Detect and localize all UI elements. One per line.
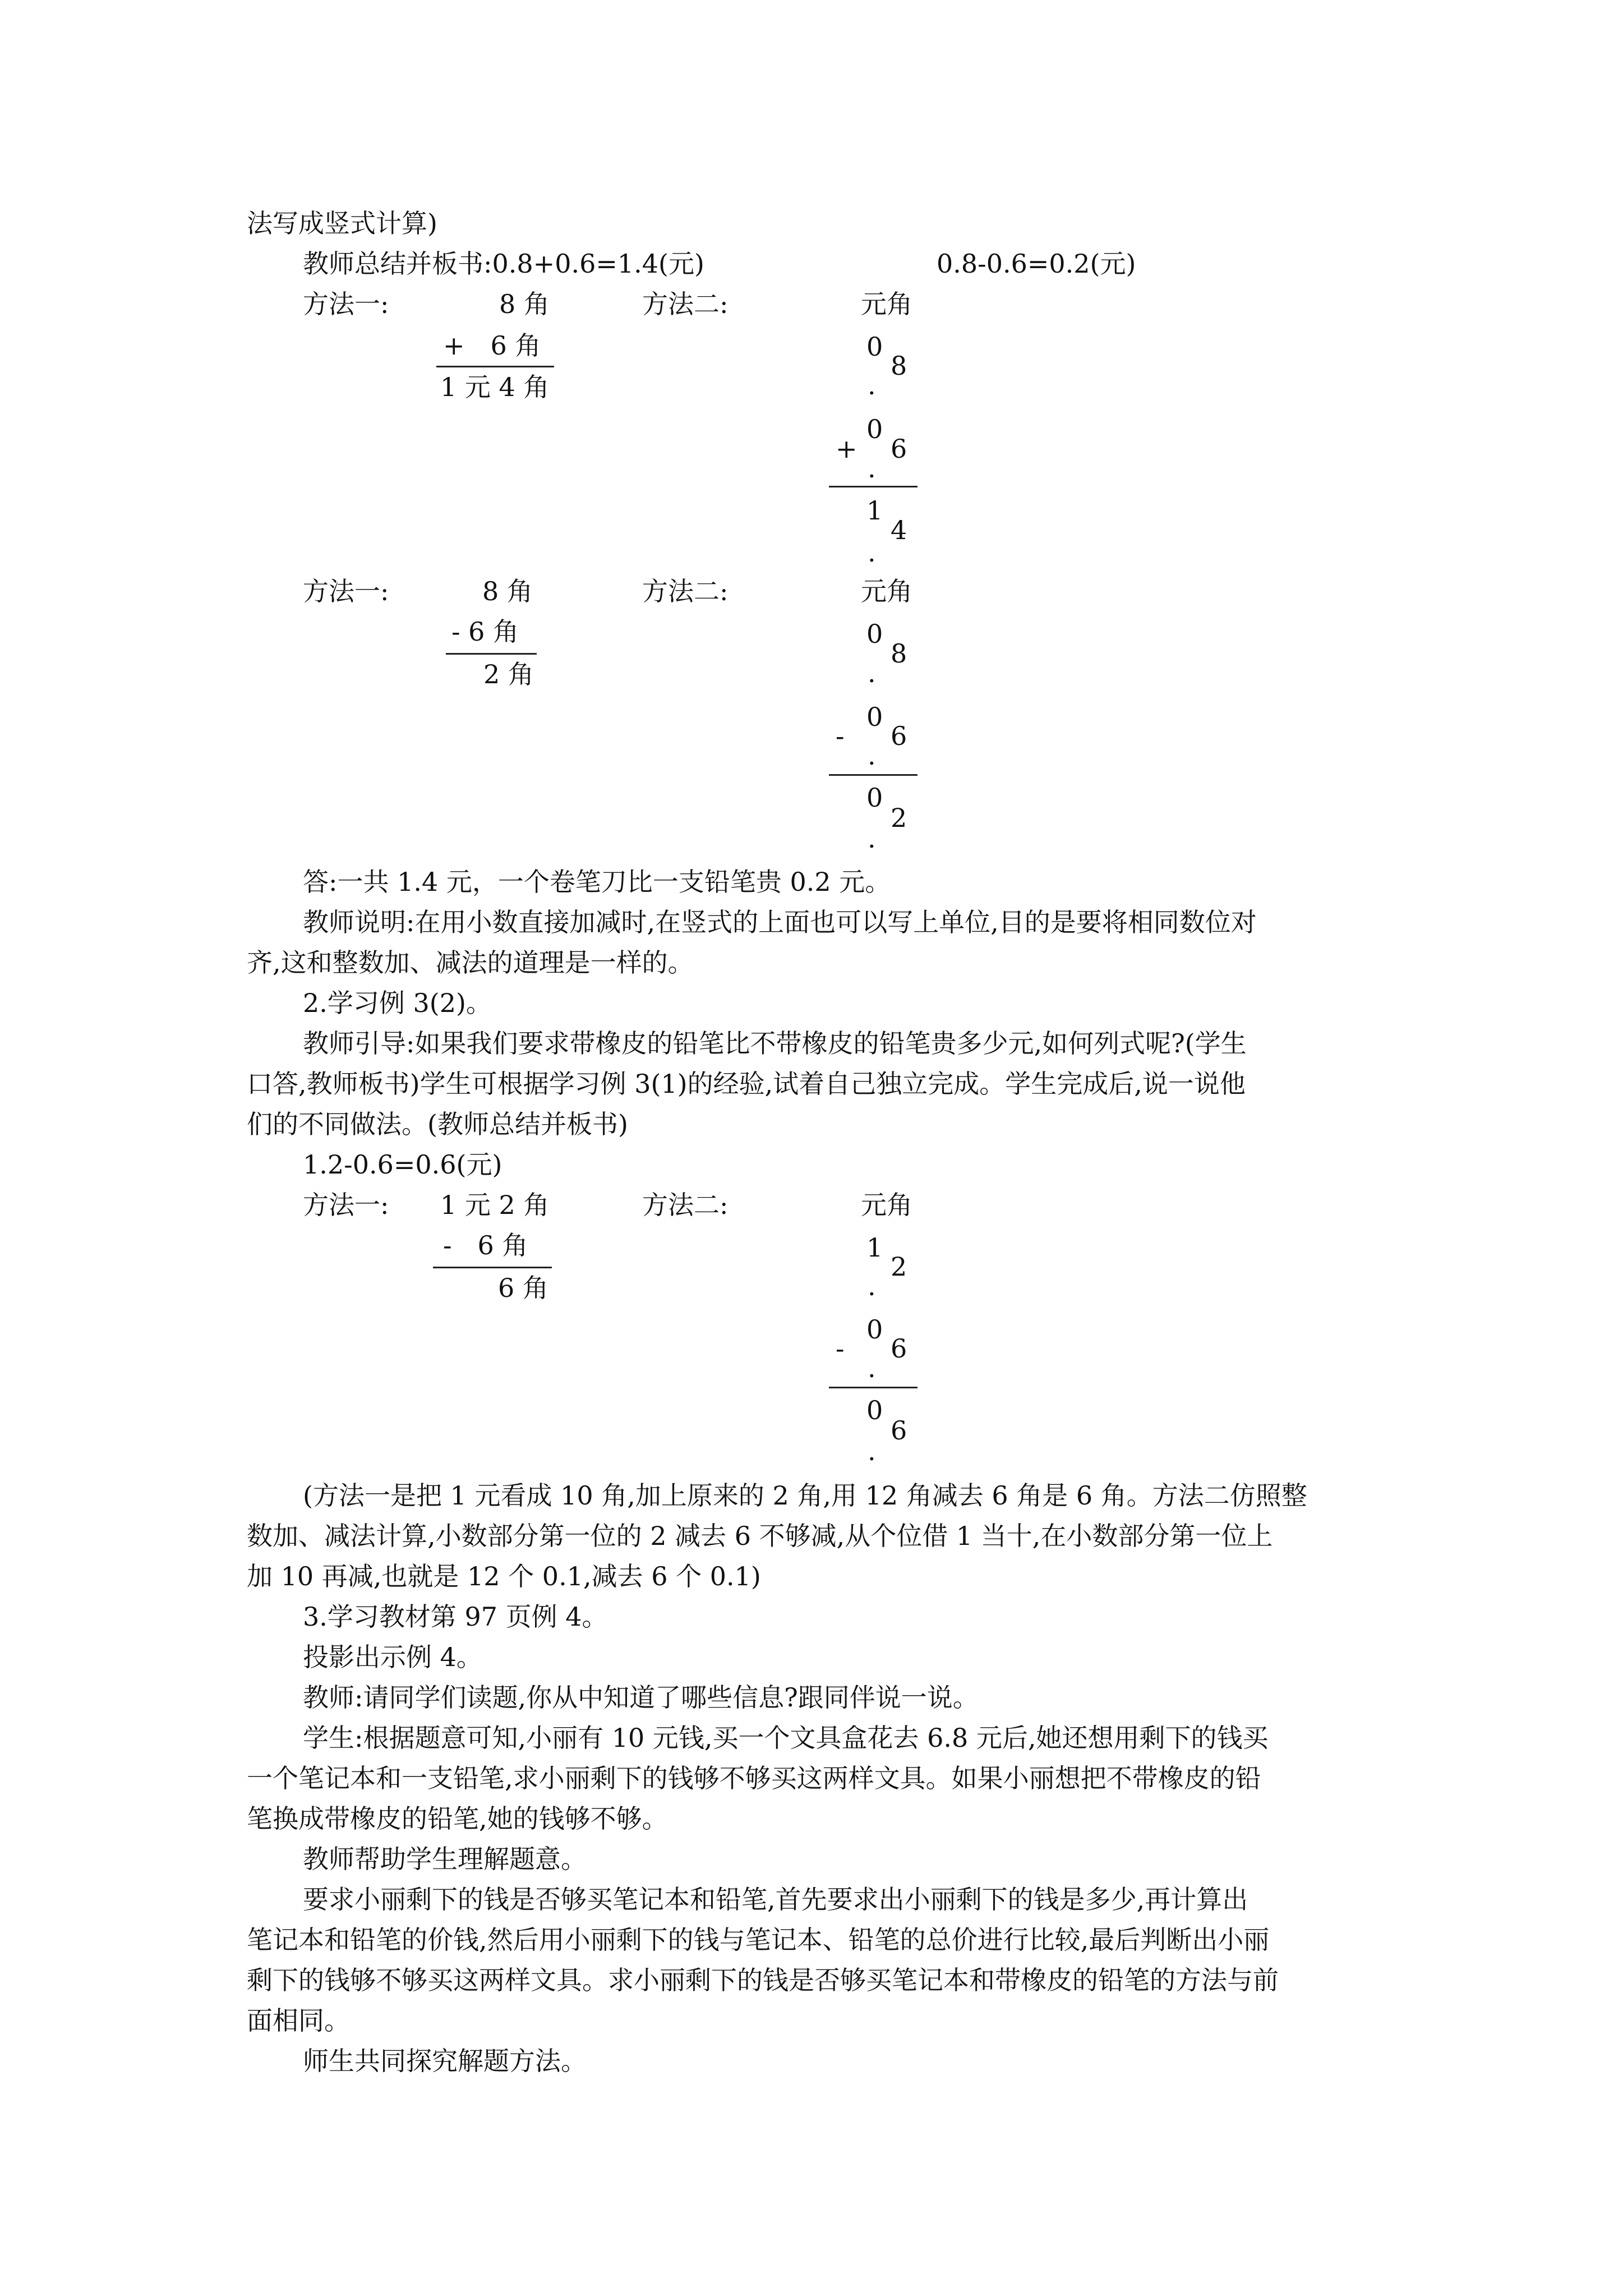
operator: - — [836, 1333, 845, 1364]
answer-line: 答:一共 1.4 元，一个卷笔刀比一支铅笔贵 0.2 元。 — [303, 867, 891, 897]
text-line: 教师引导:如果我们要求带橡皮的铅笔比不带橡皮的铅笔贵多少元,如何列式呢?(学生 — [303, 1028, 1247, 1059]
text-line: 教师总结并板书:0.8+0.6=1.4(元) — [303, 249, 704, 279]
decimal-point: . — [868, 658, 876, 688]
text-line: 0.8-0.6=0.2(元) — [937, 249, 1136, 279]
text-line: 要求小丽剩下的钱是否够买笔记本和铅笔,首先要求出小丽剩下的钱是多少,再计算出 — [303, 1884, 1248, 1915]
vertical-result: 1 元 4 角 — [440, 372, 550, 402]
digit: 8 — [891, 351, 907, 381]
digit: 1 — [866, 495, 883, 526]
digit: 0 — [866, 414, 883, 444]
text-line: 数加、减法计算,小数部分第一位的 2 减去 6 不够减,从个位借 1 当十,在小数部分第一位上 — [247, 1521, 1273, 1551]
text-line: 一个笔记本和一支铅笔,求小丽剩下的钱够不够买这两样文具。如果小丽想把不带橡皮的铅 — [247, 1763, 1261, 1793]
vertical-result: 2 角 — [483, 659, 534, 689]
text-line: 法写成竖式计算) — [247, 208, 437, 238]
text-line: 笔记本和铅笔的价钱,然后用小丽剩下的钱与笔记本、铅笔的总价进行比较,最后判断出小丽 — [247, 1925, 1270, 1955]
method-label: 方法一: — [303, 1190, 389, 1220]
section-heading: 2.学习例 3(2)。 — [303, 988, 492, 1018]
method-label: 方法二: — [642, 1190, 728, 1220]
text-line: 投影出示例 4。 — [303, 1642, 482, 1672]
text-line: (方法一是把 1 元看成 10 角,加上原来的 2 角,用 12 角减去 6 角是 6 角。方法二仿照整 — [303, 1480, 1307, 1511]
digit: 4 — [891, 515, 907, 545]
digit: 0 — [866, 332, 883, 362]
operator: + — [836, 434, 857, 464]
vertical-operand: - 6 角 — [451, 616, 519, 647]
equation: 1.2-0.6=0.6(元) — [303, 1149, 502, 1180]
digit: 0 — [866, 702, 883, 732]
calc-rule — [829, 774, 917, 776]
text-line: 师生共同探究解题方法。 — [303, 2046, 587, 2076]
text-line: 齐,这和整数加、减法的道理是一样的。 — [247, 947, 694, 978]
unit-header: 元角 — [861, 1190, 912, 1220]
decimal-point: . — [868, 537, 876, 568]
digit: 0 — [866, 1395, 883, 1425]
calc-rule — [829, 1387, 917, 1388]
decimal-point: . — [868, 1353, 876, 1383]
method-label: 方法二: — [642, 576, 728, 606]
text-line: 们的不同做法。(教师总结并板书) — [247, 1109, 628, 1139]
calc-rule — [829, 486, 917, 487]
text-line: 教师说明:在用小数直接加减时,在竖式的上面也可以写上单位,目的是要将相同数位对 — [303, 907, 1257, 937]
digit: 2 — [891, 803, 907, 833]
vertical-operand: 8 角 — [499, 289, 550, 319]
decimal-point: . — [868, 1271, 876, 1301]
method-label: 方法一: — [303, 289, 389, 319]
vertical-operand: 1 元 2 角 — [440, 1190, 550, 1220]
text-line: 教师帮助学生理解题意。 — [303, 1844, 587, 1874]
digit: 6 — [891, 721, 907, 751]
decimal-point: . — [868, 370, 876, 401]
vertical-operand: - 6 角 — [443, 1230, 528, 1260]
decimal-point: . — [868, 1436, 876, 1466]
vertical-operand: 8 角 — [482, 576, 533, 606]
text-line: 加 10 再减,也就是 12 个 0.1,减去 6 个 0.1) — [247, 1561, 761, 1591]
decimal-point: . — [868, 823, 876, 854]
text-line: 剩下的钱够不够买这两样文具。求小丽剩下的钱是否够买笔记本和带橡皮的铅笔的方法与前 — [247, 1965, 1279, 1995]
digit: 1 — [866, 1232, 883, 1263]
calc-rule — [436, 366, 554, 367]
digit: 0 — [866, 1314, 883, 1345]
digit: 0 — [866, 783, 883, 813]
text-line: 口答,教师板书)学生可根据学习例 3(1)的经验,试着自己独立完成。学生完成后,说一说他 — [247, 1069, 1246, 1099]
text-line: 学生:根据题意可知,小丽有 10 元钱,买一个文具盒花去 6.8 元后,她还想用剩下的钱买 — [303, 1723, 1269, 1753]
method-label: 方法一: — [303, 576, 389, 606]
unit-header: 元角 — [861, 576, 912, 606]
decimal-point: . — [868, 740, 876, 771]
text-line: 笔换成带橡皮的铅笔,她的钱够不够。 — [247, 1803, 668, 1834]
vertical-operand: + 6 角 — [443, 330, 541, 361]
section-heading: 3.学习教材第 97 页例 4。 — [303, 1602, 608, 1632]
calc-rule — [446, 653, 537, 655]
digit: 6 — [891, 1415, 907, 1446]
digit: 6 — [891, 1333, 907, 1364]
unit-header: 元角 — [861, 289, 912, 319]
digit: 2 — [891, 1251, 907, 1282]
vertical-result: 6 角 — [498, 1273, 548, 1303]
digit: 0 — [866, 619, 883, 649]
text-line: 教师:请同学们读题,你从中知道了哪些信息?跟同伴说一说。 — [303, 1682, 979, 1713]
decimal-point: . — [868, 453, 876, 484]
operator: - — [836, 721, 845, 751]
digit: 8 — [891, 638, 907, 669]
digit: 6 — [891, 434, 907, 464]
text-line: 面相同。 — [247, 2005, 350, 2036]
method-label: 方法二: — [642, 289, 728, 319]
calc-rule — [433, 1267, 552, 1268]
